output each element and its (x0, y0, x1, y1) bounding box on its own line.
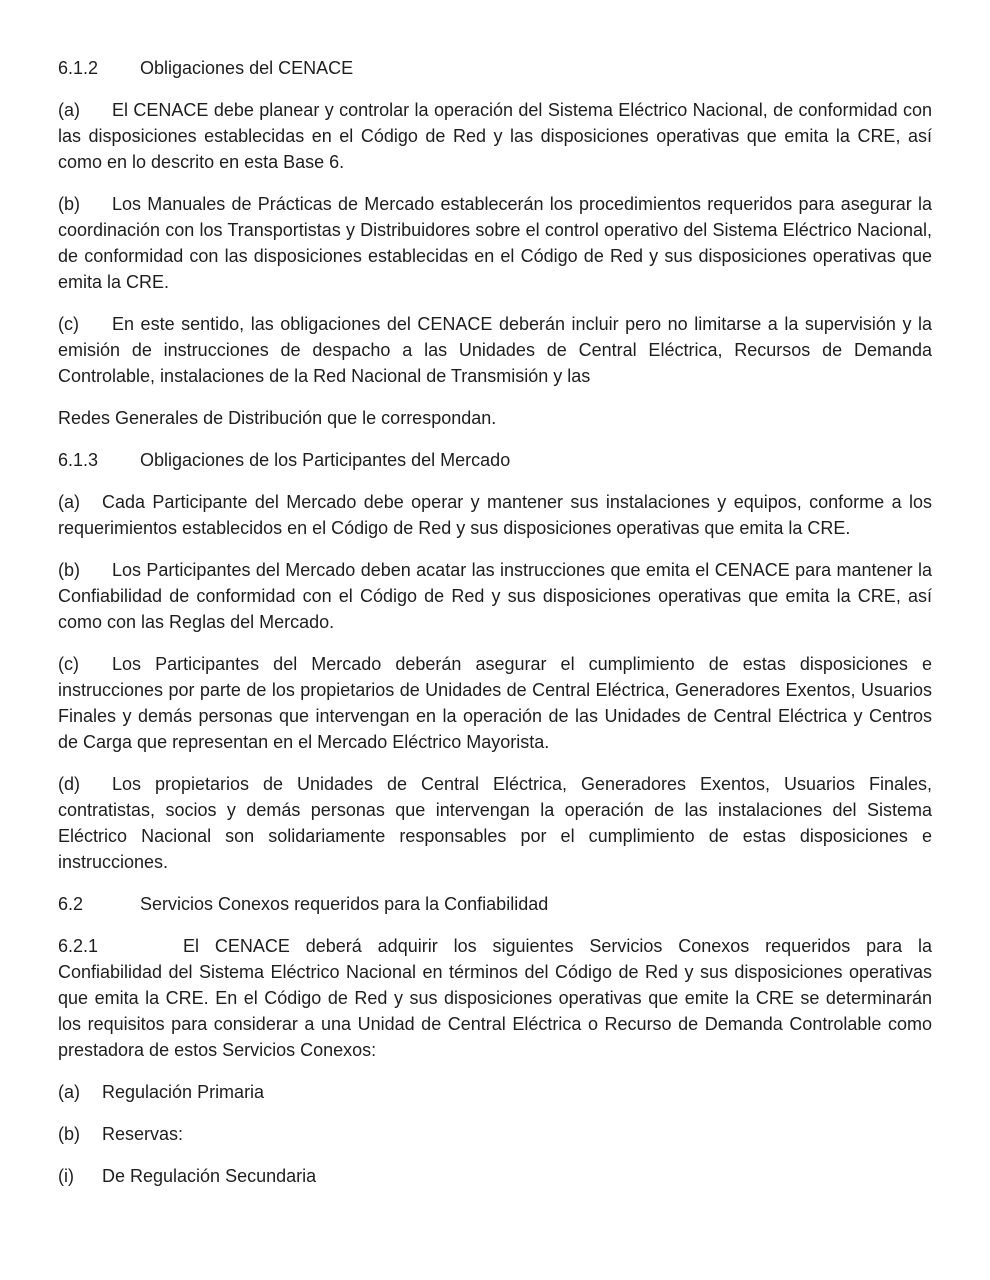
paragraph-text: Cada Participante del Mercado debe operar y mantener sus instalaciones y equipos, conforme a los requerimientos establecidos en el Código de Red y sus disposiciones operativas que emita la CRE. (58, 492, 932, 538)
paragraph-6-2-1 (58, 933, 932, 1063)
section-number: 6.1.3 (58, 450, 99, 470)
section-title: Obligaciones de los Participantes del Mercado (140, 450, 511, 470)
list-item-label: (a) (58, 1082, 80, 1102)
paragraph-text: Los propietarios de Unidades de Central Eléctrica, Generadores Exentos, Usuarios Finales, contratistas, socios y demás personas que intervengan la operación de las instalaciones del Sistema Eléctrico Nacional son solidariamente responsables por el cumplimiento de estas disposiciones e instrucciones. (58, 774, 932, 872)
section-heading-6-1-2 (58, 55, 932, 81)
paragraph-text: Los Manuales de Prácticas de Mercado establecerán los procedimientos requeridos para asegurar la coordinación con los Transportistas y Distribuidores sobre el control operativo del Sistema Eléctrico Nacional, de conformidad con las disposiciones establecidas en el Código de Red y sus disposiciones operativas que emita la CRE. (58, 194, 932, 292)
paragraph-6-1-3-b (58, 557, 932, 635)
paragraph-label: 6.2.1 (58, 936, 99, 956)
section-title: Obligaciones del CENACE (140, 58, 354, 78)
list-item-label: (b) (58, 1124, 80, 1144)
paragraph-6-1-3-d (58, 771, 932, 875)
paragraph-text: El CENACE debe planear y controlar la operación del Sistema Eléctrico Nacional, de conformidad con las disposiciones establecidas en el Código de Red y las disposiciones operativas que emita la CRE, así como en lo descrito en esta Base 6. (58, 100, 932, 172)
paragraph-text: Los Participantes del Mercado deben acatar las instrucciones que emita el CENACE para mantener la Confiabilidad de conformidad con el Código de Red y sus disposiciones operativas que emita la CRE, así como con las Reglas del Mercado. (58, 560, 932, 632)
section-title: Servicios Conexos requeridos para la Confiabilidad (140, 894, 549, 914)
paragraph-label: (c) (58, 314, 79, 334)
paragraph-text: Redes Generales de Distribución que le correspondan. (58, 408, 497, 428)
paragraph-text: El CENACE deberá adquirir los siguientes Servicios Conexos requeridos para la Confiabilidad del Sistema Eléctrico Nacional en términos del Código de Red y sus disposiciones operativas que emita la CRE. En el Código de Red y sus disposiciones operativas que emite la CRE se determinarán los requisitos para considerar a una Unidad de Central Eléctrica o Recurso de Demanda Controlable como prestadora de estos Servicios Conexos: (58, 936, 932, 1060)
section-heading-6-2 (58, 891, 932, 917)
paragraph-label: (b) (58, 560, 80, 580)
continuation-line (58, 405, 932, 431)
list-item-b (58, 1121, 932, 1147)
paragraph-6-1-2-b (58, 191, 932, 295)
paragraph-label: (a) (58, 100, 80, 120)
paragraph-label: (b) (58, 194, 80, 214)
paragraph-text: En este sentido, las obligaciones del CENACE deberán incluir pero no limitarse a la supervisión y la emisión de instrucciones de despacho a las Unidades de Central Eléctrica, Recursos de Demanda Controlable, instalaciones de la Red Nacional de Transmisión y las (58, 314, 932, 386)
paragraph-6-1-3-c (58, 651, 932, 755)
paragraph-6-1-2-a (58, 97, 932, 175)
list-item-text: Regulación Primaria (102, 1082, 265, 1102)
paragraph-6-1-2-c (58, 311, 932, 389)
list-item-i (58, 1163, 932, 1189)
list-item-text: Reservas: (102, 1124, 184, 1144)
section-number: 6.1.2 (58, 58, 99, 78)
list-item-label: (i) (58, 1166, 74, 1186)
list-item-a (58, 1079, 932, 1105)
paragraph-text: Los Participantes del Mercado deberán asegurar el cumplimiento de estas disposiciones e instrucciones por parte de los propietarios de Unidades de Central Eléctrica, Generadores Exentos, Usuarios Finales y demás personas que intervengan en la operación de las Unidades de Central Eléctrica y Centros de Carga que representan en el Mercado Eléctrico Mayorista. (58, 654, 932, 752)
paragraph-label: (a) (58, 492, 80, 512)
paragraph-6-1-3-a (58, 489, 932, 541)
section-number: 6.2 (58, 894, 84, 914)
paragraph-label: (c) (58, 654, 79, 674)
list-item-text: De Regulación Secundaria (102, 1166, 317, 1186)
paragraph-label: (d) (58, 774, 80, 794)
section-heading-6-1-3 (58, 447, 932, 473)
